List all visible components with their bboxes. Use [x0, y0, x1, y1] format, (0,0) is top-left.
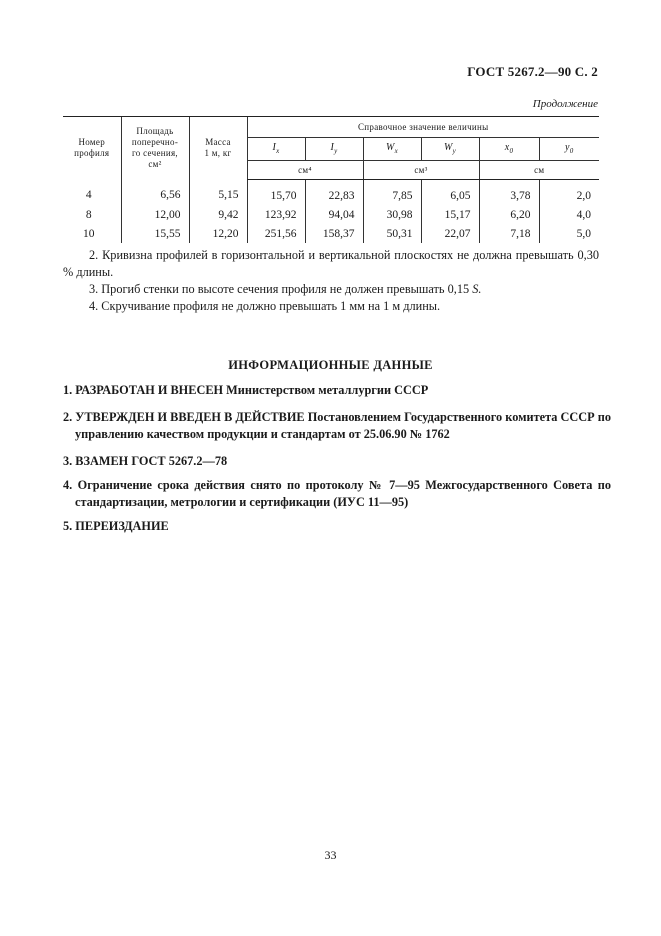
cell-y0: 4,0 — [539, 205, 599, 224]
header-cross-section-area: Площадь поперечно- го сечения, см² — [121, 117, 189, 180]
header-x0: $x_0$ — [479, 138, 539, 161]
table-row — [63, 180, 599, 206]
header-wy: $W_y$ — [421, 138, 479, 161]
cell-iy: 94,04 — [305, 205, 363, 224]
cell-x0: 7,18 — [479, 224, 539, 243]
cell-y0: 2,0 — [539, 180, 599, 206]
header-y0: $y_0$ — [539, 138, 599, 161]
cell-ix: 15,70 — [247, 180, 305, 206]
cell-wx: 7,85 — [363, 180, 421, 206]
info-item-approved: 2. УТВЕРЖДЕН И ВВЕДЕН В ДЕЙСТВИЕ Постановлением Государственного комитета СССР по управлению качеством продукции и стандартам от 25.06.90 № 1762 — [63, 410, 611, 441]
cell-area: 15,55 — [121, 224, 189, 243]
continuation-label: Продолжение — [532, 98, 598, 110]
cell-wy: 15,17 — [421, 205, 479, 224]
cell-iy: 22,83 — [305, 180, 363, 206]
unit-cm: см — [479, 161, 599, 180]
document-header: ГОСТ 5267.2—90 С. 2 — [467, 64, 598, 79]
cell-profile-number: 8 — [85, 208, 92, 221]
cell-wy: 6,05 — [421, 180, 479, 206]
cell-area: 12,00 — [121, 205, 189, 224]
header-mass: Масса 1 м, кг — [189, 117, 247, 180]
cell-y0: 5,0 — [539, 224, 599, 243]
cell-ix: 123,92 — [247, 205, 305, 224]
notes-section — [63, 247, 599, 315]
note-twist: 4. Скручивание профиля не должно превышать 1 мм на 1 м длины. — [89, 299, 441, 313]
info-section-title: ИНФОРМАЦИОННЫЕ ДАННЫЕ — [228, 358, 433, 372]
cell-mass: 5,15 — [189, 180, 247, 206]
header-reference-values: Справочное значение величины — [247, 117, 599, 138]
info-item-validity: 4. Ограничение срока действия снято по протоколу № 7—95 Межгосударственного Совета по стандартизации, метрологии и сертификации (ИУС 11—95) — [63, 478, 611, 509]
cell-wx: 30,98 — [363, 205, 421, 224]
unit-cm3: см³ — [363, 161, 479, 180]
cell-profile-number: 10 — [83, 227, 95, 240]
cell-iy: 158,37 — [305, 224, 363, 243]
note-web-deflection: 3. Прогиб стенки по высоте сечения профиля не должен превышать 0,15 S. — [89, 282, 482, 296]
page-number: 33 — [324, 848, 337, 862]
info-item-developed: 1. РАЗРАБОТАН И ВНЕСЕН Министерством металлургии СССР — [63, 383, 429, 397]
cell-ix: 251,56 — [247, 224, 305, 243]
table-row — [63, 205, 599, 224]
info-item-reissue: 5. ПЕРЕИЗДАНИЕ — [63, 519, 169, 533]
cell-wy: 22,07 — [421, 224, 479, 243]
profile-table — [63, 116, 599, 243]
cell-area: 6,56 — [121, 180, 189, 206]
cell-x0: 6,20 — [479, 205, 539, 224]
header-ix: $I_x$ — [247, 138, 305, 161]
cell-wx: 50,31 — [363, 224, 421, 243]
info-item-replaces: 3. ВЗАМЕН ГОСТ 5267.2—78 — [63, 454, 228, 468]
header-wx: $W_x$ — [363, 138, 421, 161]
header-profile-number: Номер профиля — [63, 117, 121, 180]
cell-mass: 9,42 — [189, 205, 247, 224]
cell-mass: 12,20 — [189, 224, 247, 243]
note-curvature: 2. Кривизна профилей в горизонтальной и вертикальной плоскостях не должна превышать 0,30 % длины. — [63, 248, 599, 279]
cell-profile-number: 4 — [85, 189, 92, 202]
cell-x0: 3,78 — [479, 180, 539, 206]
unit-cm4: см⁴ — [247, 161, 363, 180]
table-row — [63, 224, 599, 243]
header-iy: $I_y$ — [305, 138, 363, 161]
